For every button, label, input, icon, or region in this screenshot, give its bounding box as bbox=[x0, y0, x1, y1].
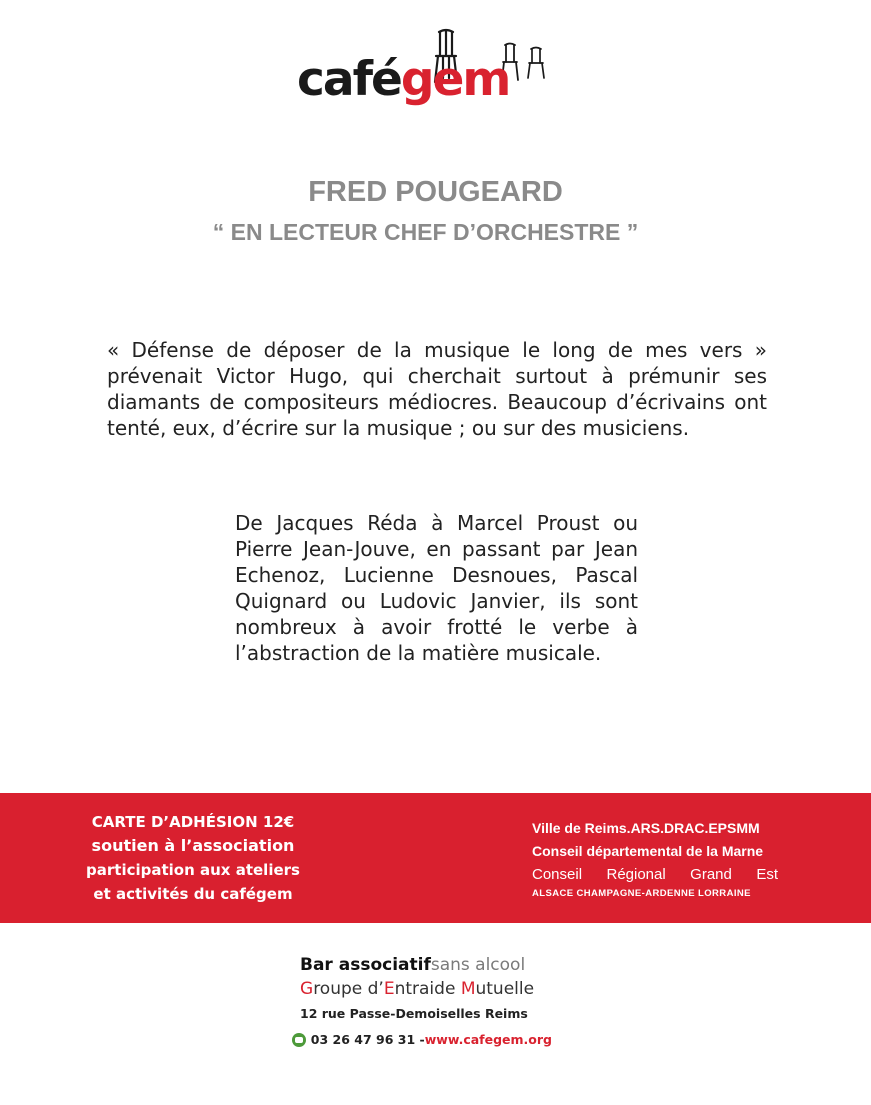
group-text-2: ntraide bbox=[394, 979, 461, 999]
group-initial-e: E bbox=[383, 979, 395, 999]
bar-type-light: sans alcool bbox=[430, 955, 526, 975]
intro-paragraph: « Défense de déposer de la musique le long de mes vers » prévenait Victor Hugo, qui cherchait surtout à prémunir ses diamants de compositeurs médiocres. Beaucoup d’écrivains ont tenté, eux, d’écrire sur la musique ; ou sur des musiciens. bbox=[107, 338, 767, 440]
partners-list bbox=[532, 817, 778, 901]
phone-icon bbox=[292, 1033, 306, 1047]
logo-wordmark bbox=[297, 52, 510, 107]
group-initial-g: G bbox=[300, 979, 314, 999]
partner-region-names: ALSACE CHAMPAGNE-ARDENNE LORRAINE bbox=[532, 888, 751, 899]
membership-support: soutien à l’association bbox=[91, 836, 295, 855]
membership-info bbox=[62, 810, 324, 906]
cafegem-logo bbox=[295, 22, 557, 132]
phone-number: 03 26 47 96 31 - bbox=[310, 1032, 425, 1047]
membership-workshops: participation aux ateliers bbox=[86, 861, 300, 879]
group-name bbox=[300, 977, 552, 1001]
membership-card-price: CARTE D’ADHÉSION 12€ bbox=[91, 813, 295, 831]
address: 12 rue Passe-Demoiselles Reims bbox=[300, 1006, 528, 1021]
logo-word-gem: gem bbox=[400, 52, 510, 107]
contact-footer bbox=[300, 953, 552, 1051]
contact-line bbox=[292, 1029, 552, 1051]
bar-type bbox=[300, 953, 552, 977]
group-text-3: utuelle bbox=[475, 979, 535, 999]
group-initial-m: M bbox=[460, 979, 476, 999]
page-title: FRED POUGEARD bbox=[308, 176, 563, 208]
membership-activities: et activités du cafégem bbox=[93, 885, 293, 903]
second-paragraph: De Jacques Réda à Marcel Proust ou Pierre Jean-Jouve, en passant par Jean Echenoz, Lucienne Desnoues, Pascal Quignard ou Ludovic Janvier, ils sont nombreux à avoir frotté le verbe à l’abstraction de la matière musicale. bbox=[235, 511, 638, 665]
chair-icon-tiny bbox=[527, 46, 545, 80]
page-subtitle: “ EN LECTEUR CHEF D’ORCHESTRE ” bbox=[212, 219, 639, 245]
logo-word-cafe: café bbox=[297, 52, 401, 107]
membership-banner bbox=[0, 793, 871, 923]
partner-conseil-regional: Conseil Régional Grand Est bbox=[532, 866, 778, 883]
partner-conseil-departemental: Conseil départemental de la Marne bbox=[532, 843, 764, 859]
group-text-1: roupe d’ bbox=[313, 979, 384, 999]
bar-type-bold: Bar associatif bbox=[300, 955, 431, 975]
website-link[interactable]: www.cafegem.org bbox=[424, 1032, 552, 1047]
partner-ville-reims: Ville de Reims.ARS.DRAC.EPSMM bbox=[532, 820, 760, 836]
